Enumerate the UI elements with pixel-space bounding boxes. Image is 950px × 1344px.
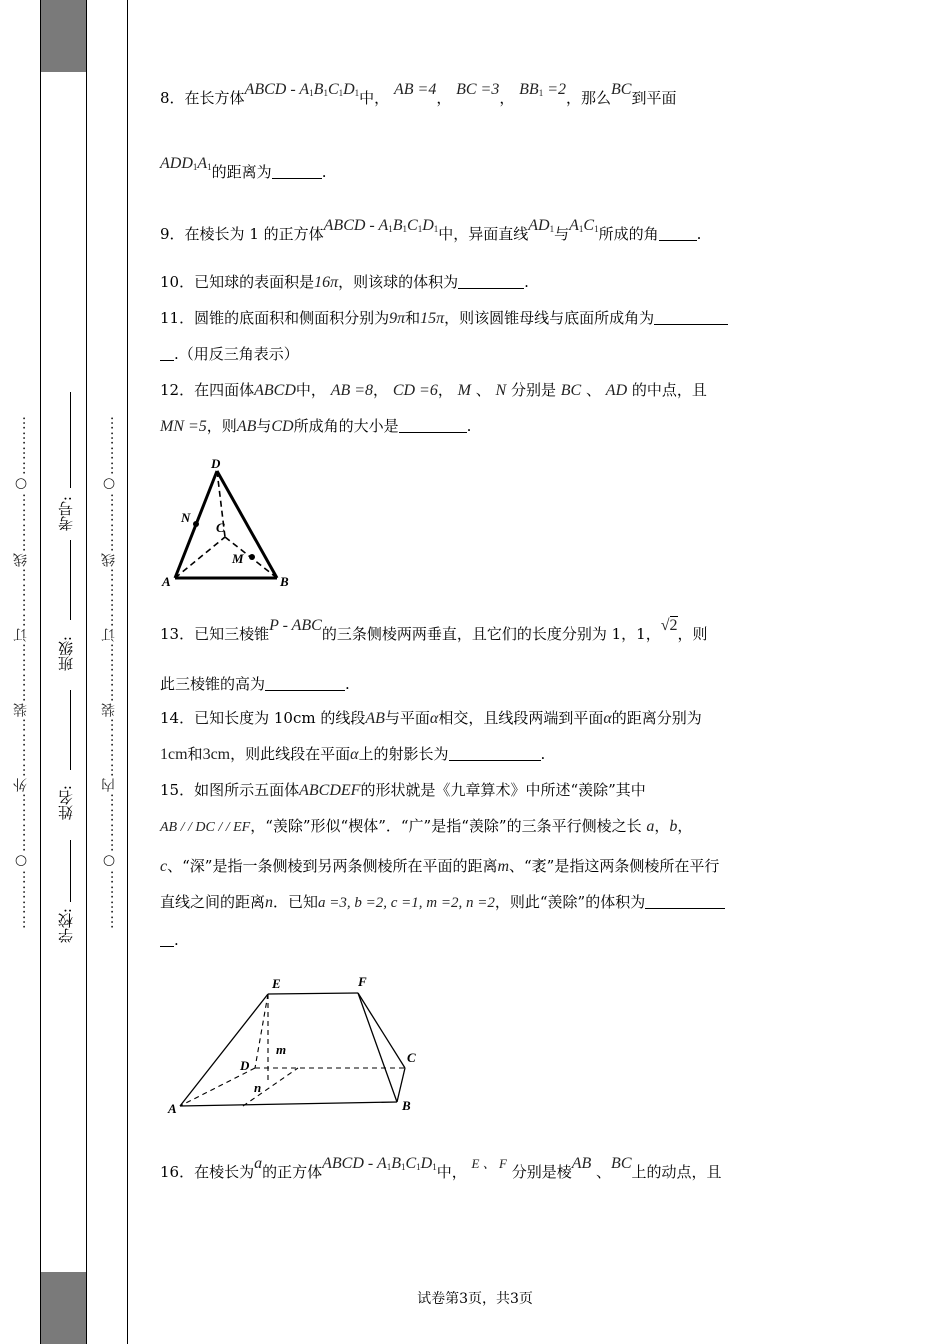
text: 的正方体 — [262, 1163, 323, 1181]
question-12 — [160, 380, 707, 401]
text: ， — [677, 817, 693, 835]
text: ， — [499, 89, 515, 107]
question-14-line2 — [160, 744, 545, 765]
math: ABCD - A — [322, 1155, 387, 1172]
math-bc: BC — [611, 81, 632, 98]
math-ab: AB — [571, 1155, 592, 1172]
math: B — [391, 1155, 401, 1172]
math: C — [407, 217, 418, 234]
text: 、 — [581, 381, 602, 399]
label-n: n — [254, 1080, 262, 1095]
text: 中， — [436, 1163, 467, 1181]
question-15-line5 — [160, 930, 179, 950]
text: . — [540, 745, 546, 763]
math: C — [583, 217, 595, 234]
text: ， — [437, 381, 453, 399]
question-15-line4 — [160, 892, 725, 913]
text: 分别是棱 — [511, 1163, 572, 1181]
text: ，“羡除”形似“楔体”．“广”是指“羡除”的三条平行侧棱之长 — [250, 817, 642, 835]
question-8-line2 — [160, 155, 327, 186]
text: 已知三棱锥 — [194, 625, 270, 643]
class-label: 班级: — [57, 636, 75, 672]
math-pyramid: P - ABC — [269, 617, 322, 634]
math-parallel: AB / / DC / / EF — [160, 820, 251, 835]
label-d: D — [211, 456, 221, 471]
math-bb1 — [519, 81, 566, 98]
math: D — [343, 81, 355, 98]
school-label: 学校: — [57, 908, 75, 944]
label-b: B — [402, 1098, 411, 1113]
sub: 1 — [402, 224, 408, 234]
math-a1c1 — [569, 217, 598, 234]
question-13-line2 — [160, 674, 350, 694]
math-conditions: a =3, b =2, c =1, m =2, n =2 — [318, 895, 495, 911]
school-blank[interactable] — [70, 840, 71, 902]
text: ， — [373, 381, 389, 399]
text: 、“袤”是指这两条侧棱所在平行 — [509, 857, 720, 875]
text: 中， — [295, 381, 326, 399]
text: . — [696, 225, 702, 243]
text: ，则 — [677, 625, 708, 643]
label-b: B — [280, 574, 289, 589]
sub: 1 — [354, 88, 360, 98]
question-number: 8． — [160, 89, 185, 107]
sub: 1 — [388, 224, 393, 234]
text: 直线之间的距离 — [160, 893, 266, 911]
question-12-line2 — [160, 416, 471, 437]
question-number: 15． — [160, 781, 195, 799]
text: 中， — [359, 89, 390, 107]
exam-number-label: 考号: — [57, 496, 75, 532]
question-number: 12． — [160, 381, 195, 399]
exam-number-blank[interactable] — [70, 392, 71, 488]
question-number: 9． — [160, 225, 185, 243]
sub: 1 — [432, 1162, 437, 1172]
math: AD — [528, 217, 550, 234]
math: B — [313, 81, 324, 98]
answer-blank[interactable] — [654, 310, 728, 325]
math-plane — [160, 155, 212, 172]
text: 上的射影长为 — [358, 745, 449, 763]
edge-db — [217, 471, 277, 578]
text: . — [466, 417, 472, 435]
point-m — [249, 554, 255, 560]
question-14 — [160, 708, 702, 729]
question-11-line2 — [160, 344, 299, 364]
question-15-line3 — [160, 856, 719, 877]
text: . — [321, 163, 327, 181]
text: .（用反三角表示） — [174, 345, 299, 363]
edge-fc — [358, 993, 405, 1068]
pentahedron-figure — [160, 968, 430, 1118]
answer-blank[interactable] — [265, 676, 345, 691]
binding-band-top — [40, 0, 86, 72]
binding-band-bottom — [40, 1272, 86, 1344]
sub: 1 — [594, 224, 599, 234]
math-ab: AB — [236, 418, 257, 435]
math: ADD — [160, 155, 193, 172]
sub: 1 — [417, 224, 423, 234]
edge-ef — [268, 993, 358, 994]
question-10 — [160, 272, 529, 293]
math-alpha: α — [350, 746, 359, 763]
math-n: N — [495, 382, 507, 399]
name-label: 姓名: — [57, 785, 75, 821]
text: 上的动点，且 — [631, 1163, 722, 1181]
math-ab: AB =8 — [330, 382, 374, 399]
math-base-area: 9π — [389, 310, 406, 327]
math-dist1: 1cm — [160, 746, 188, 763]
text: 与平面 — [384, 709, 430, 727]
edge-fb — [358, 993, 397, 1102]
inner-binding-rail: …………○…………内…………装…………订…………线…………○………… — [101, 415, 117, 929]
text: 在四面体 — [194, 381, 255, 399]
sub: 1 — [323, 88, 328, 98]
math-n: n — [265, 894, 274, 911]
label-m: m — [276, 1042, 287, 1057]
class-blank[interactable] — [70, 540, 71, 620]
text: 与 — [554, 225, 570, 243]
sub: 1 — [538, 88, 544, 98]
sub: 1 — [578, 224, 584, 234]
label-e: E — [272, 976, 281, 991]
sub: 1 — [207, 162, 212, 172]
text: ，则此“羡除”的体积为 — [494, 893, 646, 911]
math: ABCD - A — [323, 217, 389, 234]
math-m: m — [497, 858, 510, 875]
sub: 1 — [433, 224, 439, 234]
question-number: 14． — [160, 709, 195, 727]
text: ．已知 — [273, 893, 319, 911]
math: D — [420, 1155, 433, 1172]
edge-cb — [397, 1068, 405, 1102]
math-mn: MN =5 — [160, 418, 207, 435]
text: 与 — [256, 417, 272, 435]
distance-n — [243, 1068, 298, 1106]
text: 分别是 — [506, 381, 556, 399]
tetrahedron-figure — [155, 452, 305, 592]
sub: 1 — [401, 1162, 406, 1172]
sub: 1 — [338, 88, 344, 98]
answer-blank[interactable] — [659, 226, 697, 241]
answer-blank[interactable] — [458, 274, 524, 289]
math-m: M — [457, 382, 471, 399]
math-ad1 — [528, 217, 554, 234]
math-cd: CD =6 — [392, 382, 438, 399]
math: A — [569, 217, 579, 234]
text: 和 — [187, 745, 203, 763]
math: D — [422, 217, 434, 234]
text: 此三棱锥的高为 — [160, 675, 266, 693]
text: 的中点，且 — [627, 381, 707, 399]
answer-blank[interactable] — [645, 894, 725, 909]
question-number: 11． — [160, 309, 195, 327]
text: 中，异面直线 — [438, 225, 529, 243]
math-bc: BC — [611, 1155, 632, 1172]
text: 、 — [591, 1163, 612, 1181]
answer-blank[interactable] — [272, 164, 322, 179]
math: C — [405, 1155, 417, 1172]
text: 已知长度为 10cm 的线段 — [194, 709, 366, 727]
math-ab: AB =4 — [393, 81, 437, 98]
text: . — [524, 273, 529, 291]
edge-da — [180, 1068, 255, 1106]
name-blank[interactable] — [70, 690, 71, 770]
text: ，则该圆锥母线与底面所成角为 — [444, 309, 655, 327]
math: C — [327, 81, 339, 98]
label-a: A — [162, 574, 171, 589]
question-9 — [160, 217, 702, 248]
math-a: a — [254, 1155, 263, 1172]
outer-binding-rail: …………○…………外…………装…………订…………线…………○………… — [13, 415, 29, 929]
answer-blank[interactable] — [449, 746, 541, 761]
math-tetrahedron: ABCD — [254, 382, 296, 399]
math: B — [392, 217, 403, 234]
binding-line-right — [86, 0, 87, 1344]
text: 所成的角 — [598, 225, 659, 243]
math-sqrt2 — [661, 617, 678, 634]
math: =2 — [543, 81, 566, 98]
text: ，则该球的体积为 — [338, 273, 459, 291]
margin-line — [127, 0, 128, 1344]
math-cuboid — [245, 81, 360, 98]
answer-blank[interactable] — [160, 346, 174, 361]
binding-margin — [0, 0, 130, 1344]
text: 到平面 — [631, 89, 677, 107]
text: 、“深”是指一条侧棱到另两条侧棱所在平面的距离 — [167, 857, 498, 875]
math-lateral-area: 15π — [420, 310, 445, 327]
edge-ab — [180, 1102, 397, 1106]
math-ef: E 、 F — [471, 1156, 507, 1171]
text: 的距离分别为 — [611, 709, 702, 727]
math-b: b — [669, 818, 678, 835]
answer-blank[interactable] — [160, 932, 174, 947]
text: . — [345, 675, 350, 693]
edge-ed — [255, 994, 268, 1068]
sqrt-sign: √ — [660, 617, 670, 634]
label-c: C — [407, 1050, 416, 1065]
math: A — [197, 155, 208, 172]
text: 的距离为 — [211, 163, 272, 181]
math-ab: AB — [365, 710, 385, 727]
math-area: 16π — [314, 274, 339, 291]
question-15 — [160, 780, 646, 801]
text: 和 — [405, 309, 421, 327]
text: 、 — [470, 381, 491, 399]
text: ， — [654, 817, 670, 835]
math-a: a — [646, 818, 655, 835]
text: 相交，且线段两端到平面 — [438, 709, 604, 727]
math-ad: AD — [605, 382, 628, 399]
label-n: N — [181, 510, 191, 525]
text: 在长方体 — [184, 89, 245, 107]
text: 如图所示五面体 — [194, 781, 300, 799]
text: 在棱长为 — [194, 1163, 255, 1181]
text: 在棱长为 1 的正方体 — [184, 225, 324, 243]
math-alpha: α — [429, 710, 439, 727]
text: 圆锥的底面积和侧面积分别为 — [194, 309, 390, 327]
sub: 1 — [416, 1162, 421, 1172]
math-dist2: 3cm — [202, 746, 231, 763]
answer-blank[interactable] — [399, 418, 467, 433]
text: 的三条侧棱两两垂直，且它们的长度分别为 1，1， — [321, 625, 661, 643]
sub: 1 — [192, 162, 198, 172]
label-m: M — [232, 551, 244, 566]
sub: 1 — [309, 88, 314, 98]
text: ，那么 — [566, 89, 612, 107]
question-16 — [160, 1155, 722, 1186]
math-cube — [322, 1155, 437, 1172]
question-15-line2 — [160, 816, 692, 838]
question-number: 16． — [160, 1163, 195, 1181]
question-8 — [160, 81, 677, 112]
text: ，则 — [206, 417, 237, 435]
label-d: D — [240, 1058, 250, 1073]
sub: 1 — [549, 224, 555, 234]
math-alpha: α — [603, 710, 612, 727]
text: ， — [436, 89, 452, 107]
math: 2 — [669, 617, 678, 634]
math: BB — [519, 81, 539, 98]
text: 已知球的表面积是 — [194, 273, 315, 291]
question-number: 10． — [160, 273, 195, 291]
math-pentahedron: ABCDEF — [299, 782, 361, 799]
point-n — [193, 521, 199, 527]
question-11 — [160, 308, 728, 329]
text: ，则此线段在平面 — [230, 745, 351, 763]
math-bc: BC — [560, 382, 582, 399]
label-f: F — [358, 974, 367, 989]
label-a: A — [168, 1101, 177, 1116]
sub: 1 — [386, 1162, 392, 1172]
question-13 — [160, 617, 708, 645]
math-cube — [324, 217, 439, 234]
text: 所成角的大小是 — [293, 417, 399, 435]
label-c: C — [216, 520, 225, 535]
text: . — [174, 931, 179, 949]
math: ABCD - A — [244, 81, 310, 98]
math-c: c — [160, 858, 168, 875]
math-cd: CD — [271, 418, 294, 435]
binding-line-left — [40, 0, 41, 1344]
page-footer: 试卷第3页，共3页 — [417, 1291, 533, 1307]
text: 的形状就是《九章算术》中所述“羡除”其中 — [360, 781, 646, 799]
question-number: 13． — [160, 625, 195, 643]
math-bc: BC =3 — [456, 81, 500, 98]
